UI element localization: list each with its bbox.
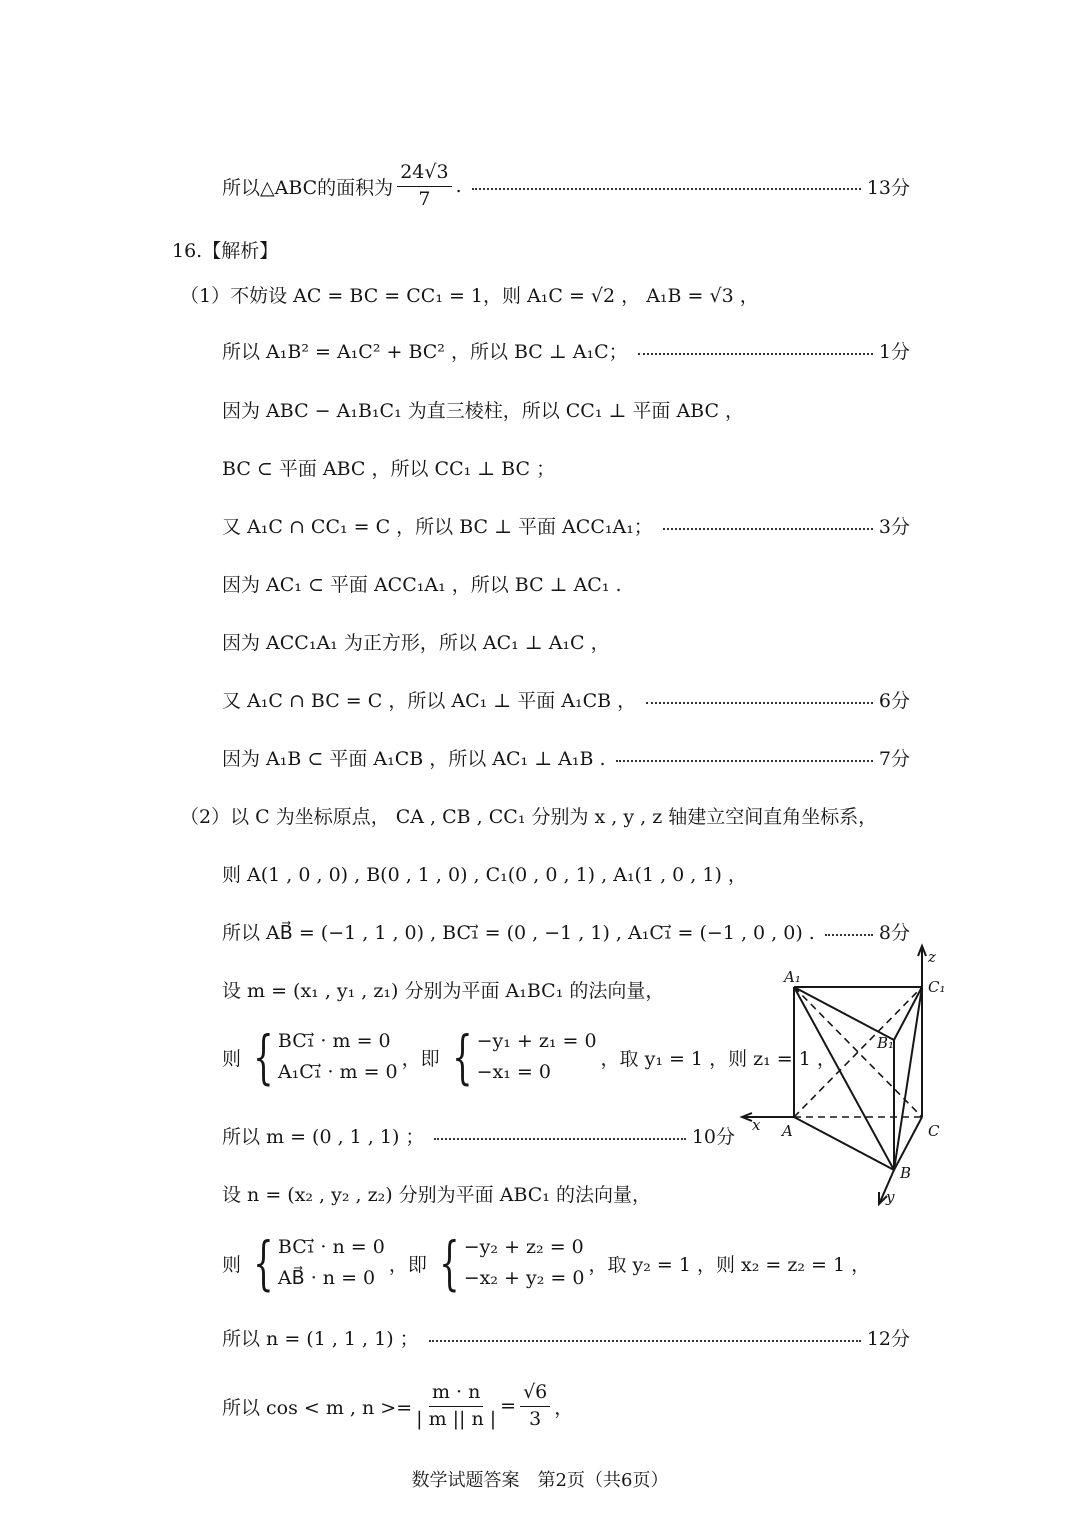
area-result-line (222, 162, 910, 211)
axis-label-z: z (928, 948, 936, 966)
cos-fraction (416, 1382, 496, 1431)
p2-system-2 (222, 1229, 871, 1297)
p1-line-7-text: 因为 ACC₁A₁ 为正方形，所以 AC₁ ⊥ A₁C ， (222, 632, 610, 654)
sys2-eq2: AB⃗ · n = 0 (277, 1267, 376, 1289)
score-8: 8分 (878, 922, 910, 944)
left-brace-icon: { (253, 1023, 274, 1091)
cos-fraction-denominator: | m || n | (416, 1407, 497, 1430)
leader-dots (616, 760, 873, 762)
sys1-eq3: −y₁ + z₁ = 0 (476, 1030, 597, 1053)
sys1-mid: ，即 (401, 1047, 440, 1070)
heading-16: 16.【解析】 (172, 240, 279, 262)
left-brace-icon: { (439, 1229, 460, 1297)
label-B: B (900, 1164, 912, 1182)
leader-dots (434, 1138, 685, 1140)
cos-value-numerator: √6 (520, 1382, 550, 1407)
left-brace-icon: { (253, 1229, 274, 1297)
p2-line-6 (222, 1180, 660, 1207)
score-10: 10分 (691, 1126, 735, 1148)
p1-line-7 (222, 628, 910, 655)
label-C1: C₁ (928, 978, 946, 996)
p2-line-3-text: 所以 AB⃗ = (−1 , 1 , 0) , BC₁⃗ = (0 , −1 , 1) , A₁C₁⃗ = (−1 , 0 , 0) . (222, 922, 815, 944)
leader-dots (429, 1340, 861, 1342)
p1-line-8-text: 又 A₁C ∩ BC = C ，所以 AC₁ ⊥ 平面 A₁CB ， (222, 690, 637, 712)
p2-line-7-text: 所以 n = (1 , 1 , 1) ； (222, 1328, 419, 1350)
cos-value-denominator: 3 (529, 1407, 542, 1430)
p1-line-3 (222, 396, 910, 423)
p2-line-4-text: 设 m = (x₁ , y₁ , z₁) 分别为平面 A₁BC₁ 的法向量， (222, 980, 665, 1002)
score-1: 1分 (878, 341, 910, 363)
score-6: 6分 (878, 690, 910, 712)
label-B1: B₁ (877, 1034, 895, 1052)
p2-line-5 (222, 1122, 735, 1149)
page-footer: 数学试题答案 第2页（共6页） (411, 1470, 669, 1491)
p1-line-1-text: （1）不妨设 AC = BC = CC₁ = 1，则 A₁C = √2 ， A₁B = √3 ， (180, 285, 759, 307)
area-fraction-numerator: 24√3 (397, 162, 451, 187)
score-13: 13分 (866, 176, 910, 199)
p1-line-9 (222, 744, 910, 771)
score-3: 3分 (878, 516, 910, 538)
p1-line-4-text: BC ⊂ 平面 ABC ，所以 CC₁ ⊥ BC ； (222, 458, 556, 480)
p1-line-6 (222, 570, 910, 597)
sys1-eq1: BC₁⃗ · m = 0 (277, 1030, 391, 1053)
score-7: 7分 (878, 748, 910, 770)
prism-figure (738, 940, 970, 1210)
p2-line-1-text: （2）以 C 为坐标原点， CA , CB , CC₁ 分别为 x , y , z 轴建立空间直角坐标系， (180, 806, 878, 828)
sys2-left (245, 1229, 385, 1297)
sys2-eq1: BC₁⃗ · n = 0 (277, 1236, 385, 1259)
left-brace-icon: { (451, 1023, 473, 1091)
label-A1: A₁ (784, 968, 801, 986)
p2-line-7 (222, 1324, 910, 1351)
sys2-post: ，取 y₂ = 1 ，则 x₂ = z₂ = 1 ， (588, 1253, 871, 1276)
axis-label-x: x (752, 1116, 761, 1134)
sys2-eq3: −y₂ + z₂ = 0 (463, 1236, 584, 1259)
p2-line-4 (222, 976, 665, 1003)
area-prefix: 所以△ABC的面积为 (222, 176, 394, 199)
p1-line-5-text: 又 A₁C ∩ CC₁ = C ，所以 BC ⊥ 平面 ACC₁A₁； (222, 516, 653, 538)
axis-label-y: y (886, 1188, 895, 1206)
p2-line-6-text: 设 n = (x₂ , y₂ , z₂) 分别为平面 ABC₁ 的法向量， (222, 1184, 651, 1206)
p2-cos-line (222, 1382, 910, 1431)
p2-line-2 (222, 860, 910, 887)
p2-line-5-text: 所以 m = (0 , 1 , 1) ； (222, 1126, 425, 1148)
p2-line-2-text: 则 A(1 , 0 , 0) , B(0 , 1 , 0) , C₁(0 , 0 , 1) , A₁(1 , 0 , 1) ， (222, 864, 747, 886)
p1-line-2-text: 所以 A₁B² = A₁C² + BC² ，所以 BC ⊥ A₁C； (222, 341, 628, 363)
cos-fraction-numerator: m · n (429, 1382, 483, 1407)
sys1-left (245, 1023, 398, 1091)
p1-line-3-text: 因为 ABC − A₁B₁C₁ 为直三棱柱，所以 CC₁ ⊥ 平面 ABC ， (222, 400, 745, 422)
question-heading (172, 236, 910, 263)
p2-system-1 (222, 1023, 836, 1091)
sys1-right (444, 1023, 597, 1091)
leader-dots (825, 934, 873, 936)
cos-value-fraction (520, 1382, 550, 1431)
cos-suffix: ， (554, 1396, 574, 1419)
cos-equals: = (500, 1395, 517, 1418)
leader-dots (472, 188, 861, 190)
cos-prefix: 所以 cos < m , n >= (222, 1396, 413, 1419)
p1-line-4 (222, 454, 910, 481)
area-fraction-denominator: 7 (418, 187, 431, 210)
p1-line-8 (222, 686, 910, 713)
p1-line-6-text: 因为 AC₁ ⊂ 平面 ACC₁A₁ ，所以 BC ⊥ AC₁ . (222, 574, 622, 596)
p1-line-5 (222, 512, 910, 539)
sys2-right (431, 1229, 585, 1297)
area-fraction (397, 162, 451, 211)
label-A: A (782, 1122, 793, 1140)
sys2-eq4: −x₂ + y₂ = 0 (463, 1267, 585, 1289)
p1-line-2 (222, 337, 910, 364)
sys2-mid: ，即 (388, 1253, 427, 1276)
leader-dots (646, 702, 873, 704)
sys2-pre: 则 (222, 1253, 242, 1276)
p2-line-1 (180, 802, 910, 829)
label-C: C (928, 1122, 940, 1140)
area-suffix: . (455, 175, 462, 198)
leader-dots (663, 528, 873, 530)
sys1-eq4: −x₁ = 0 (476, 1061, 551, 1083)
sys1-eq2: A₁C₁⃗ · m = 0 (277, 1061, 398, 1083)
sys1-post: ，取 y₁ = 1 ，则 z₁ = 1 ， (600, 1047, 836, 1070)
p1-line-9-text: 因为 A₁B ⊂ 平面 A₁CB ，所以 AC₁ ⊥ A₁B . (222, 748, 606, 770)
sys1-pre: 则 (222, 1047, 242, 1070)
score-12: 12分 (866, 1328, 910, 1350)
leader-dots (638, 353, 873, 355)
p1-line-1 (180, 281, 910, 308)
